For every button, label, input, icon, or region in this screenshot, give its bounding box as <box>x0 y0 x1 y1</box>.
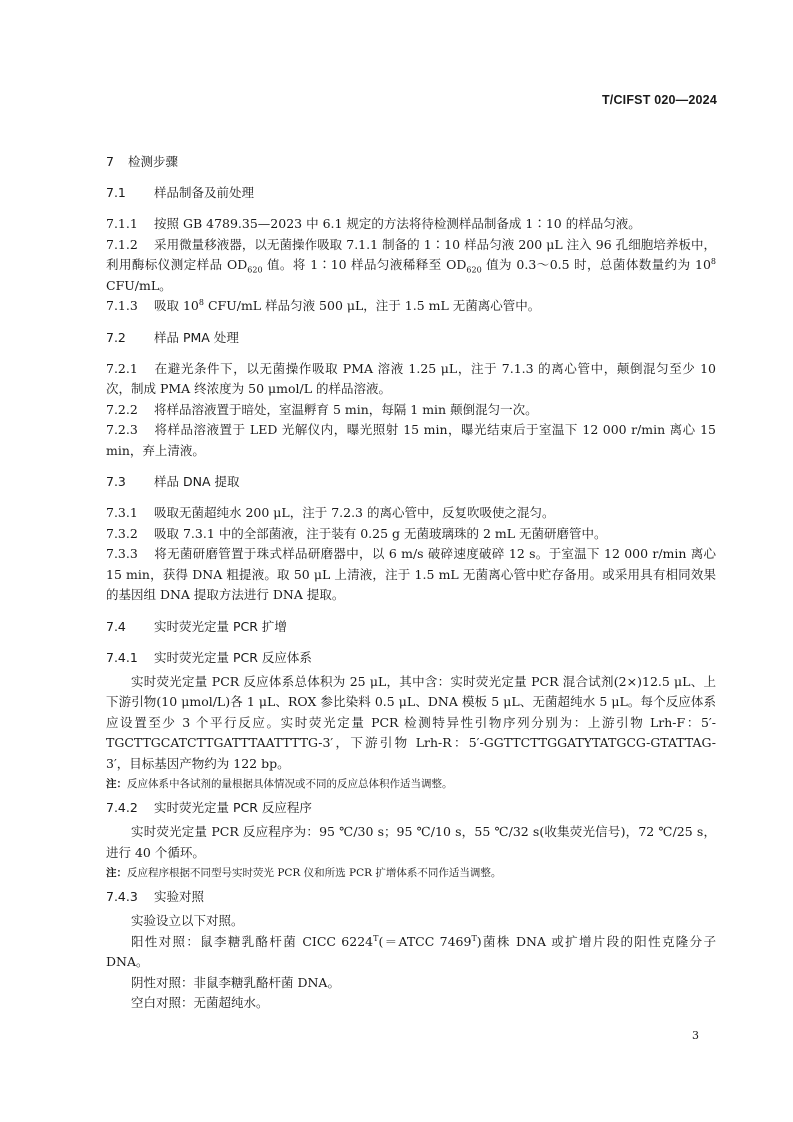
clause-number: 7.1.2 <box>106 236 138 252</box>
clause-number: 7.2.2 <box>106 401 138 417</box>
clause-number: 7.3.3 <box>106 546 138 561</box>
clause-7-2-2 <box>106 400 716 421</box>
subscript: 620 <box>466 265 482 275</box>
clause-text: 吸取 10 <box>154 298 199 313</box>
clause-text: 采用微量移液器，以无菌操作吸取 7.1.1 制备的 1∶10 样品匀液 200 μL 注入 96 孔细胞培养板中，利用酶标仪测定样品 OD <box>106 236 716 272</box>
clause-text: 在避光条件下，以无菌操作吸取 PMA 溶液 1.25 μL，注于 7.1.3 的离心管中，颠倒混匀至少 10 次，制成 PMA 终浓度为 50 μmol/L 的样品溶液。 <box>106 360 716 396</box>
clause-text: 吸取无菌超纯水 200 μL，注于 7.2.3 的离心管中，反复吹吸使之混匀。 <box>154 505 555 520</box>
clause-7-4-1-body <box>106 672 716 775</box>
clause-text: 空白对照：无菌超纯水。 <box>131 995 269 1010</box>
clause-text: 阴性对照：非鼠李糖乳酪杆菌 DNA。 <box>131 974 340 990</box>
clause-number: 7.2.3 <box>106 422 138 437</box>
section-title: 实时荧光定量 PCR 反应程序 <box>154 800 312 815</box>
section-title: 实时荧光定量 PCR 扩增 <box>154 618 287 634</box>
clause-text: 将无菌研磨管置于珠式样品研磨器中，以 6 m/s 破碎速度破碎 12 s。于室温下 12 000 r/min 离心 15 min，获得 DNA 粗提液。取 50 μL 上清液，注于 1.5 mL 无菌离心管中贮存备用。或采用具有相同效果的基因组 DNA 提取方法进行 DNA 提取。 <box>106 546 716 602</box>
section-title: 样品 PMA 处理 <box>154 329 239 345</box>
section-number: 7.4.1 <box>106 649 138 665</box>
clause-7-1-1 <box>106 214 716 235</box>
clause-7-3-1 <box>106 503 716 524</box>
note-text: 反应体系中各试剂的量根据具体情况或不同的反应总体积作适当调整。 <box>127 778 453 790</box>
note-7-4-2 <box>106 864 716 883</box>
clause-7-4-2-body <box>106 822 716 863</box>
subscript: 620 <box>247 265 263 275</box>
section-7-4-heading <box>106 617 716 637</box>
clause-7-3-2 <box>106 524 716 545</box>
clause-text: 实时荧光定量 PCR 反应程序为：95 ℃/30 s；95 ℃/10 s，55 ℃/32 s(收集荧光信号)，72 ℃/25 s，进行 40 个循环。 <box>106 824 716 860</box>
page-number: 3 <box>692 1029 699 1042</box>
clause-7-2-1 <box>106 359 716 400</box>
section-title: 样品制备及前处理 <box>154 185 255 200</box>
section-title: 实时荧光定量 PCR 反应体系 <box>154 649 312 665</box>
clause-text: 阳性对照：鼠李糖乳酪杆菌 CICC 6224 <box>131 933 374 949</box>
controls-intro <box>106 911 716 932</box>
section-number: 7.3 <box>106 474 126 489</box>
positive-control <box>106 932 716 973</box>
clause-number: 7.3.1 <box>106 505 138 520</box>
clause-number: 7.2.1 <box>106 360 138 376</box>
superscript: T <box>471 933 477 943</box>
clause-text: 将样品溶液置于暗处，室温孵育 5 min，每隔 1 min 颠倒混匀一次。 <box>154 401 538 417</box>
section-title: 样品 DNA 提取 <box>154 474 240 489</box>
clause-7-2-3 <box>106 420 716 461</box>
note-label: 注： <box>106 867 127 879</box>
clause-text: 吸取 7.3.1 中的全部菌液，注于装有 0.25 g 无菌玻璃珠的 2 mL 无菌研磨管中。 <box>154 525 607 541</box>
superscript: 8 <box>198 297 204 307</box>
clause-7-3-3 <box>106 544 716 606</box>
section-7-3-heading <box>106 472 716 492</box>
note-label: 注： <box>106 778 127 790</box>
page-content <box>106 152 716 1014</box>
clause-text: CFU/mL。 <box>106 277 172 293</box>
section-number: 7.2 <box>106 329 126 345</box>
section-title: 实验对照 <box>154 889 205 904</box>
clause-7-1-3 <box>106 296 716 317</box>
section-number: 7.4.2 <box>106 800 138 815</box>
clause-text: CFU/mL 样品匀液 500 μL，注于 1.5 mL 无菌离心管中。 <box>203 298 541 313</box>
blank-control <box>106 993 716 1014</box>
clause-number: 7.1.3 <box>106 298 138 313</box>
clause-text: 实验设立以下对照。 <box>131 913 244 928</box>
superscript: T <box>373 933 379 943</box>
superscript: 8 <box>710 256 716 266</box>
section-number: 7.1 <box>106 185 126 200</box>
section-7-4-1-heading <box>106 648 716 668</box>
section-7-heading <box>106 152 716 172</box>
section-number: 7.4.3 <box>106 889 138 904</box>
clause-text: (＝ATCC 7469 <box>378 933 472 949</box>
clause-text: 按照 GB 4789.35—2023 中 6.1 规定的方法将待检测样品制备成 1∶10 的样品匀液。 <box>154 216 641 231</box>
note-text: 反应程序根据不同型号实时荧光 PCR 仪和所选 PCR 扩增体系不同作适当调整。 <box>127 867 502 879</box>
section-7-4-3-heading <box>106 887 716 907</box>
clause-text: 将样品溶液置于 LED 光解仪内，曝光照射 15 min，曝光结束后于室温下 12 000 r/min 离心 15 min，弃上清液。 <box>106 422 716 458</box>
clause-7-1-2 <box>106 235 716 297</box>
clause-text: 值为 0.3～0.5 时，总菌体数量约为 10 <box>481 257 711 272</box>
section-7-1-heading <box>106 183 716 203</box>
clause-text: )菌株 DNA 或扩增片段的阳性克隆分子 DNA。 <box>106 933 716 969</box>
section-7-4-2-heading <box>106 798 716 818</box>
note-7-4-1 <box>106 775 716 794</box>
section-number: 7.4 <box>106 618 126 634</box>
section-7-2-heading <box>106 328 716 348</box>
clause-number: 7.3.2 <box>106 525 138 541</box>
clause-number: 7.1.1 <box>106 216 138 231</box>
standard-code: T/CIFST 020—2024 <box>601 93 717 107</box>
clause-text: 实时荧光定量 PCR 反应体系总体积为 25 μL，其中含：实时荧光定量 PCR 混合试剂(2×)12.5 μL、上下游引物(10 μmol/L)各 1 μL、ROX 参比染料 0.5 μL、DNA 模板 5 μL、无菌超纯水 5 μL。每个反应体系应设置至少 3 个平行反应。实时荧光定量 PCR 检测特异性引物序列分别为：上游引物 Lrh-F：5′-TGCTTGCATCTTGATTTAATTTTG-3′，下游引物 Lrh-R：5′-GGTTCTTGGATYTATGCG-GTATTAG-3′，目标基因产物约为 122 bp。 <box>106 673 716 771</box>
clause-text: 值。将 1∶10 样品匀液稀释至 OD <box>262 257 467 272</box>
negative-control <box>106 973 716 994</box>
section-number: 7 <box>106 154 114 169</box>
section-title: 检测步骤 <box>128 154 179 169</box>
